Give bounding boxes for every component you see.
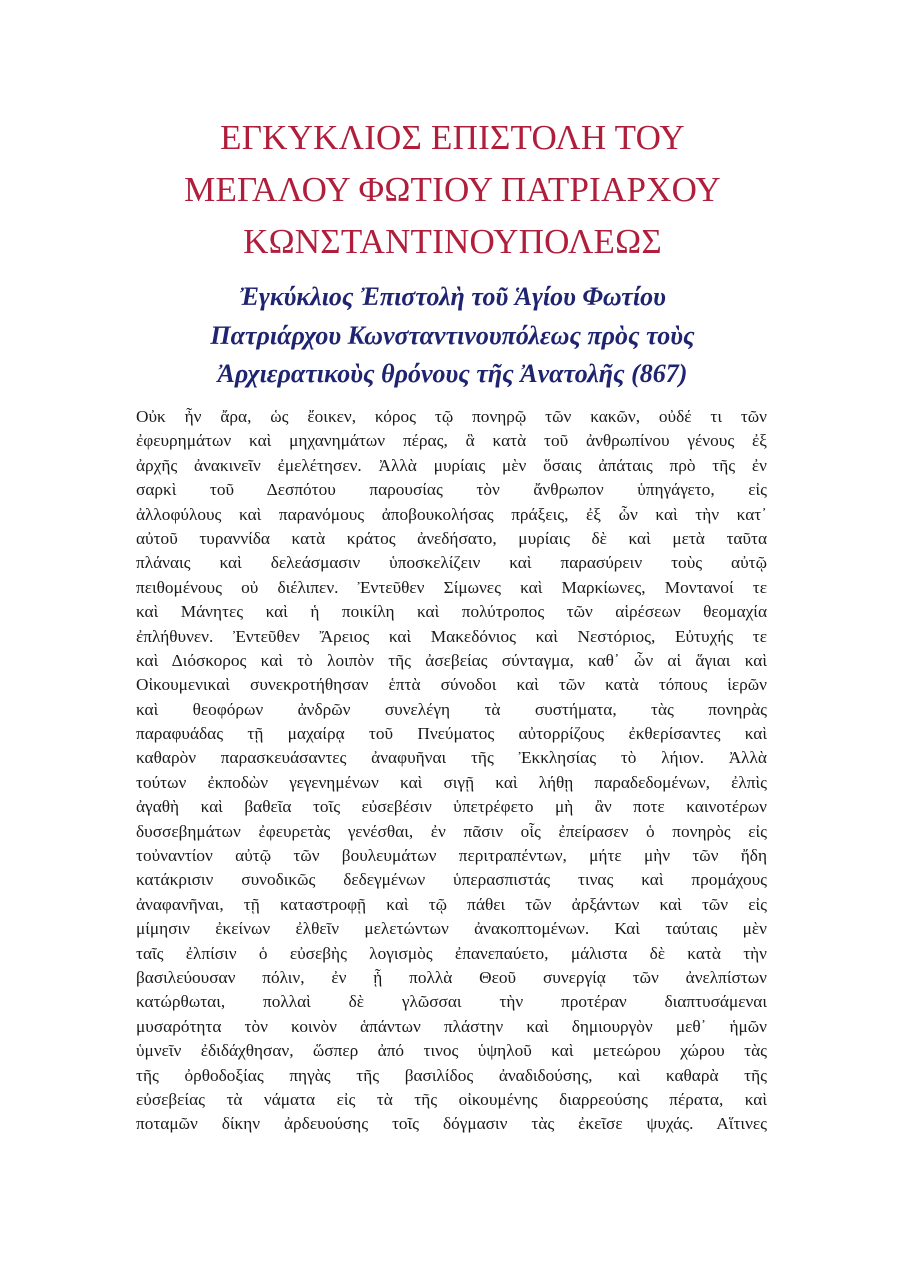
body-line: παραφυάδας τῇ μαχαίρᾳ τοῦ Πνεύματος αὐτορρίζους ἐκθερίσαντες καὶ xyxy=(136,724,767,744)
body-line: αὐτοῦ τυραννίδα κατὰ κράτος ἀνεδήσατο, μυρίαις δὲ καὶ μετὰ ταῦτα xyxy=(136,528,767,548)
body-line: μυσαρότητα τὸν κοινὸν ἁπάντων πλάστην καὶ δημιουργὸν μεθ᾿ ἡμῶν xyxy=(136,1016,767,1036)
body-paragraph xyxy=(136,405,767,1137)
body-line: ἐφευρημάτων καὶ μηχανημάτων πέρας, ἃ κατὰ τοῦ ἀνθρωπίνου γένους ἐξ xyxy=(136,431,767,451)
body-line: ὑμνεῖν ἐδιδάχθησαν, ὥσπερ ἀπό τινος ὑψηλοῦ καὶ μετεώρου χώρου τὰς xyxy=(136,1041,767,1061)
body-line: ποταμῶν δίκην ἀρδευούσης τοῖς δόγμασιν τὰς ἐκεῖσε ψυχάς. Αἵτινες xyxy=(136,1114,767,1134)
body-line: εὐσεβείας τὰ νάματα εἰς τὰ τῆς οἰκουμένης διαρρεούσης πέρατα, καὶ xyxy=(136,1089,767,1109)
subtitle-line-2: Πατριάρχου Κωνσταντινουπόλεως πρὸς τοὺς xyxy=(210,320,695,350)
body-line: πειθομένους οὐ διέλιπεν. Ἐντεῦθεν Σίμωνες καὶ Μαρκίωνες, Μοντανοί τε xyxy=(136,577,767,597)
body-line: πλάναις καὶ δελεάσμασιν ὑποσκελίζειν καὶ παρασύρειν τοὺς αὐτῷ xyxy=(136,553,767,573)
body-line: βασιλεύουσαν πόλιν, ἐν ᾗ πολλὰ Θεοῦ συνεργίᾳ τῶν ἀνελπίστων xyxy=(136,967,767,987)
title-line-2: ΜΕΓΑΛΟΥ ΦΩΤΙΟΥ ΠΑΤΡΙΑΡΧΟΥ xyxy=(184,170,721,209)
body-line: καὶ θεοφόρων ἀνδρῶν συνελέγη τὰ συστήματα, τὰς πονηρὰς xyxy=(136,699,767,719)
body-line: δυσσεβημάτων ἐφευρετὰς γενέσθαι, ἐν πᾶσιν οἷς ἐπείρασεν ὁ πονηρὸς εἰς xyxy=(136,821,767,841)
body-line: καὶ Διόσκορος καὶ τὸ λοιπὸν τῆς ἀσεβείας σύνταγμα, καθ᾿ ὧν αἱ ἅγιαι καὶ xyxy=(136,650,767,670)
body-line: ἐπλήθυνεν. Ἐντεῦθεν Ἄρειος καὶ Μακεδόνιος καὶ Νεστόριος, Εὐτυχής τε xyxy=(136,626,767,646)
body-line: ἀγαθὴ καὶ βαθεῖα τοῖς εὐσεβέσιν ὑπετρέφετο μὴ ἂν ποτε καινοτέρων xyxy=(136,797,767,817)
body-line: ἀναφανῆναι, τῇ καταστροφῇ καὶ τῷ πάθει τῶν ἀρξάντων καὶ τῶν εἰς xyxy=(136,894,767,914)
body-line: καθαρὸν παρασκευάσαντες ἀναφυῆναι τῆς Ἐκκλησίας τὸ λήιον. Ἀλλὰ xyxy=(136,748,767,768)
body-line: τούτων ἐκποδὼν γεγενημένων καὶ σιγῇ καὶ λήθῃ παραδεδομένων, ἐλπὶς xyxy=(136,772,767,792)
document-subtitle xyxy=(100,278,805,394)
body-line: κατάκρισιν συνοδικῶς δεδεγμένων ὑπερασπιστάς τινας καὶ προμάχους xyxy=(136,870,767,890)
body-line: ἀλλοφύλους καὶ παρανόμους ἀποβουκολήσας πράξεις, ἐξ ὧν καὶ τὴν κατ᾿ xyxy=(136,504,767,524)
body-line: τῆς ὀρθοδοξίας πηγὰς τῆς βασιλίδος ἀναδιδούσης, καὶ καθαρὰ τῆς xyxy=(136,1065,767,1085)
body-line: τοὐναντίον αὐτῷ τῶν βουλευμάτων περιτραπέντων, μήτε μὴν τῶν ἤδη xyxy=(136,846,767,866)
body-line: σαρκὶ τοῦ Δεσπότου παρουσίας τὸν ἄνθρωπον ὑπηγάγετο, εἰς xyxy=(136,480,767,500)
body-line: κατώρθωται, πολλαὶ δὲ γλῶσσαι τὴν προτέραν διαπτυσάμεναι xyxy=(136,992,767,1012)
body-line: Οὐκ ἦν ἄρα, ὡς ἔοικεν, κόρος τῷ πονηρῷ τῶν κακῶν, οὐδέ τι τῶν xyxy=(136,407,767,426)
title-line-3: ΚΩΝΣΤΑΝΤΙΝΟΥΠΟΛΕΩΣ xyxy=(243,222,662,261)
body-line: μίμησιν ἐκείνων ἐλθεῖν μελετώντων ἀνακοπτομένων. Καὶ ταύταις μὲν xyxy=(136,919,767,939)
body-line: Οἰκουμενικαὶ συνεκροτήθησαν ἑπτὰ σύνοδοι καὶ τῶν κατὰ τόπους ἱερῶν xyxy=(136,675,767,695)
title-line-1: ΕΓΚΥΚΛΙΟΣ ΕΠΙΣΤΟΛΗ ΤΟΥ xyxy=(220,118,685,157)
body-line: καὶ Μάνητες καὶ ἡ ποικίλη καὶ πολύτροπος τῶν αἱρέσεων θεομαχία xyxy=(136,602,767,622)
subtitle-line-3: Ἀρχιερατικοὺς θρόνους τῆς Ἀνατολῆς (867) xyxy=(217,359,688,388)
body-line: ἀρχῆς ἀνακινεῖν ἐμελέτησεν. Ἀλλὰ μυρίαις μὲν ὅσαις ἀπάταις πρὸ τῆς ἐν xyxy=(136,455,767,475)
subtitle-line-1: Ἐγκύκλιος Ἐπιστολὴ τοῦ Ἁγίου Φωτίου xyxy=(239,282,666,311)
document-title xyxy=(100,112,805,268)
body-line: ταῖς ἐλπίσιν ὁ εὐσεβὴς λογισμὸς ἐπανεπαύετο, μάλιστα δὲ κατὰ τὴν xyxy=(136,943,767,963)
